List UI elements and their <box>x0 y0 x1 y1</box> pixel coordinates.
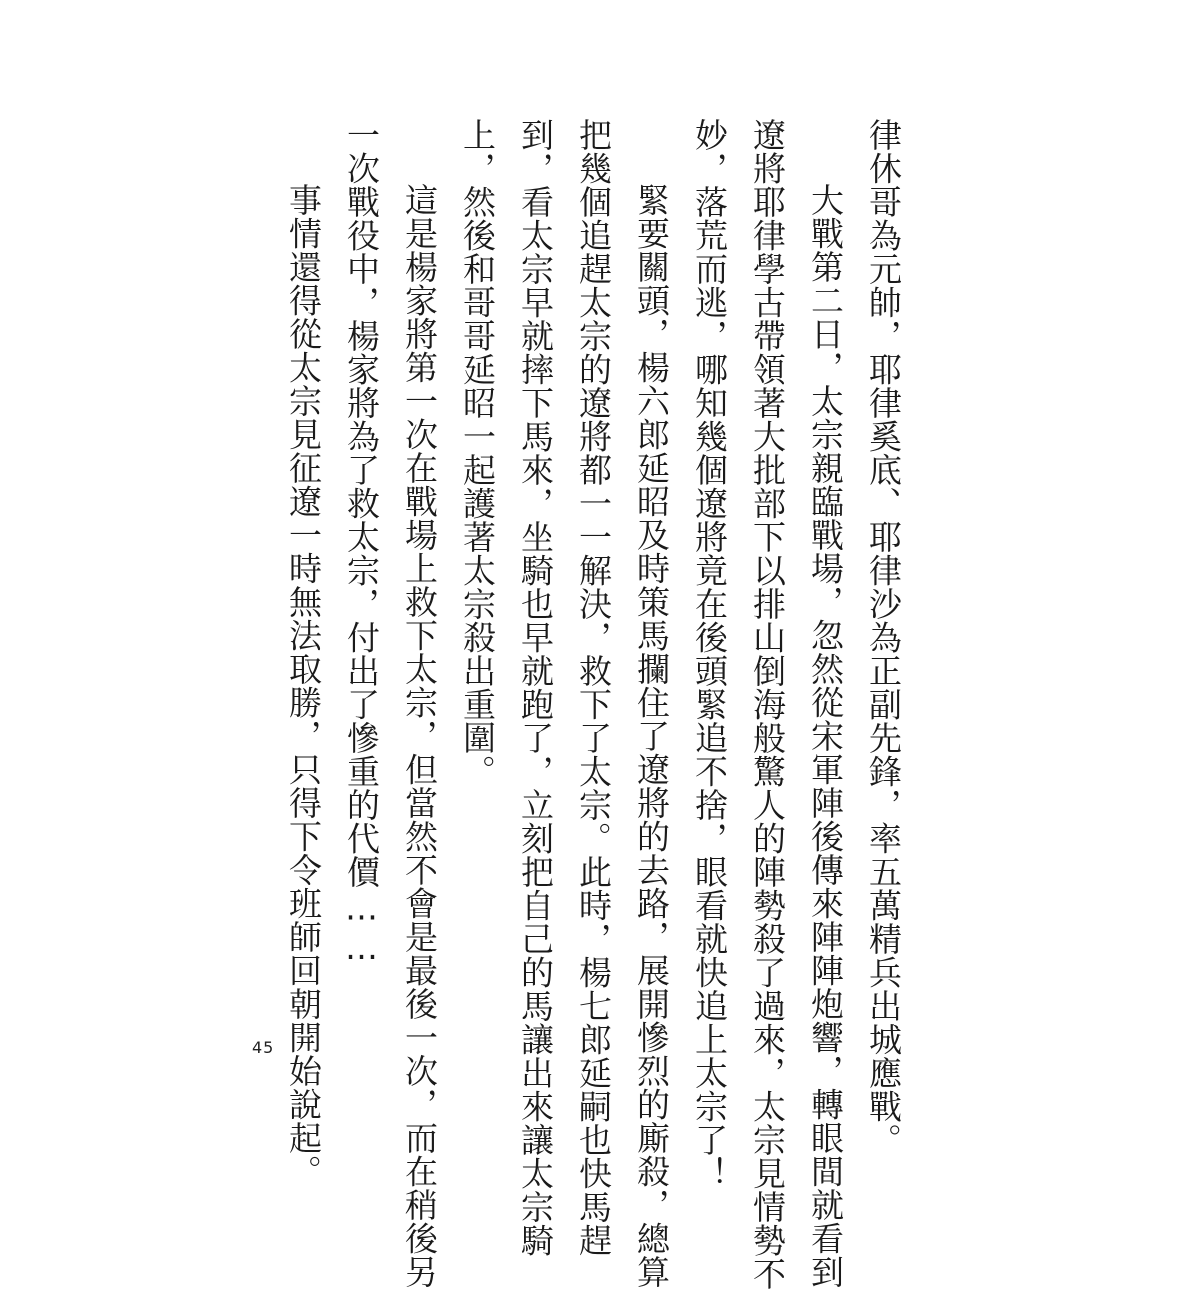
text-column-3: 遼將耶律學古帶領著大批部下以排山倒海般驚人的陣勢殺了過來，太宗見情勢不 <box>748 118 787 1291</box>
text-column-8: 上，然後和哥哥延昭一起護著太宗殺出重圍。 <box>458 118 497 788</box>
text-column-5: 緊要關頭，楊六郎延昭及時策馬攔住了遼將的去路，展開慘烈的廝殺，總算 <box>632 183 671 1289</box>
text-column-9: 這是楊家將第一次在戰場上救下太宗，但當然不會是最後一次，而在稍後另 <box>400 183 439 1289</box>
text-column-6: 把幾個追趕太宗的遼將都一一解決，救下了太宗。此時，楊七郎延嗣也快馬趕 <box>574 118 613 1257</box>
page-number: 45 <box>252 1038 275 1057</box>
text-column-11: 事情還得從太宗見征遼一時無法取勝，只得下令班師回朝開始說起。 <box>284 183 323 1188</box>
text-column-4: 妙，落荒而逃，哪知幾個遼將竟在後頭緊追不捨，眼看就快追上太宗了！ <box>690 118 729 1190</box>
text-column-7: 到，看太宗早就摔下馬來，坐騎也早就跑了，立刻把自己的馬讓出來讓太宗騎 <box>516 118 555 1257</box>
text-column-1: 律休哥為元帥，耶律奚底、耶律沙為正副先鋒，率五萬精兵出城應戰。 <box>864 118 903 1157</box>
text-column-10: 一次戰役中，楊家將為了救太宗，付出了慘重的代價…… <box>342 118 381 968</box>
text-column-2: 大戰第二日，太宗親臨戰場，忽然從宋軍陣後傳來陣陣炮響，轉眼間就看到 <box>806 183 845 1289</box>
